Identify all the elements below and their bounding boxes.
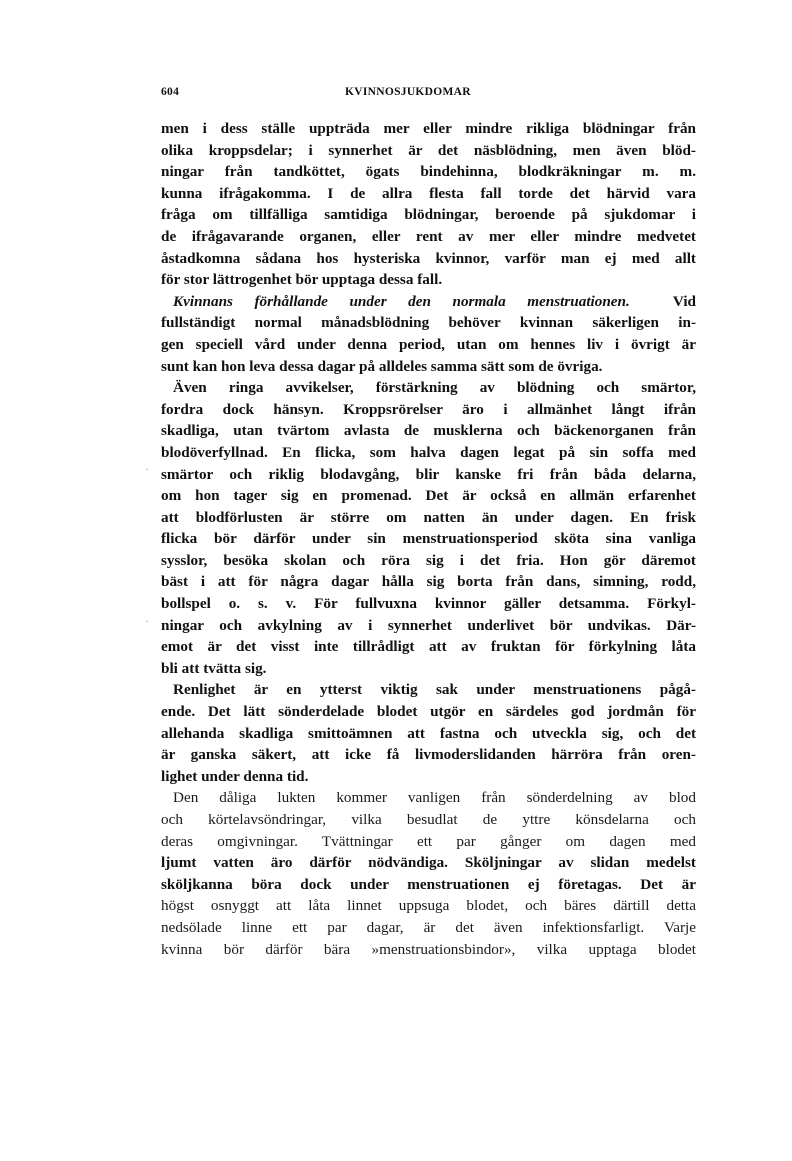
running-title: KVINNOSJUKDOMAR	[345, 86, 471, 98]
text-line: sunt kan hon leva dessa dagar på alldeles samma sätt som de övriga.	[161, 357, 603, 375]
text-line: flicka bör därför under sin menstruationsperiod sköta sina vanliga	[161, 530, 696, 548]
paragraph-4	[161, 679, 696, 787]
text-line: sysslor, besöka skolan och röra sig i det fria. Hon gör däremot	[161, 551, 696, 569]
text-line: ningar och avkylning av i synnerhet underlivet bör undvikas. Där-	[161, 616, 696, 634]
scan-speck: .	[146, 614, 149, 625]
text-line: fråga om tillfälliga samtidiga blödningar, beroende på sjukdomar i	[161, 206, 696, 224]
text-line: lighet under denna tid.	[161, 767, 309, 785]
text-line: bollspel o. s. v. För fullvuxna kvinnor gäller detsamma. Förkyl-	[161, 595, 696, 613]
text-line: för stor lättrogenhet bör upptaga dessa fall.	[161, 271, 443, 289]
text-line: om hon tager sig en promenad. Det är också en allmän erfarenhet	[161, 487, 696, 505]
text-line: Renlighet är en ytterst viktig sak under menstruationens pågå-	[173, 681, 696, 699]
text-line: bli att tvätta sig.	[161, 659, 267, 677]
text-line	[161, 291, 696, 313]
text-line: och körtelavsöndringar, vilka besudlat de yttre könsdelarna och	[161, 811, 696, 828]
text-line: sköljkanna böra dock under menstruationen ej företagas. Det är	[161, 875, 696, 893]
text-line: de ifrågavarande organen, eller rent av mer eller mindre medvetet	[161, 227, 696, 245]
text-line: skadliga, utan tvärtom avlasta de musklerna och bäckenorganen från	[161, 422, 696, 440]
text-line: allehanda skadliga smittoämnen att fastna och utveckla sig, och det	[161, 724, 696, 742]
text-line: gen speciell vård under denna period, utan om hennes liv i övrigt är	[161, 335, 696, 353]
paragraph-1	[161, 118, 696, 291]
paragraph-3	[161, 377, 696, 679]
page-header	[161, 86, 696, 104]
text-line: fordra dock hänsyn. Kroppsrörelser äro i allmänhet långt ifrån	[161, 400, 696, 418]
text-line: nedsölade linne ett par dagar, är det även infektionsfarligt. Varje	[161, 918, 696, 936]
text-line: deras omgivningar. Tvättningar ett par gånger om dagen med	[161, 832, 696, 850]
text-line: kunna ifrågakomma. I de allra flesta fall torde det härvid vara	[161, 184, 696, 202]
paragraph-5	[161, 787, 696, 960]
text-line: fullständigt normal månadsblödning behöver kvinnan säkerligen in-	[161, 314, 696, 332]
text-line: olika kroppsdelar; i synnerhet är det näsblödning, men även blöd-	[161, 141, 696, 159]
text-line: ljumt vatten äro därför nödvändiga. Sköljningar av slidan medelst	[161, 854, 696, 872]
heading-line-rest: Vid	[672, 292, 696, 310]
text-line: emot är det visst inte tillrådligt att av fruktan för förkylning låta	[161, 638, 696, 656]
text-line: smärtor och riklig blodavgång, blir kanske fri från båda delarna,	[161, 465, 696, 483]
text-line: ningar från tandköttet, ögats bindehinna, blodkräkningar m. m.	[161, 163, 696, 181]
text-line: kvinna bör därför bära »menstruationsbindor», vilka upptaga blodet	[161, 940, 696, 958]
text-line: bäst i att för några dagar hålla sig borta från dans, simning, rodd,	[161, 573, 696, 591]
text-line: Den dåliga lukten kommer vanligen från sönderdelning av blod	[173, 789, 696, 807]
scan-speck: .	[146, 462, 149, 473]
text-line: men i dess ställe uppträda mer eller mindre rikliga blödningar från	[161, 120, 696, 137]
text-line: Även ringa avvikelser, förstärkning av blödning och smärtor,	[173, 379, 696, 397]
text-line: åstadkomna sådana hos hysteriska kvinnor, varför man ej med allt	[161, 249, 696, 267]
text-line: är ganska säkert, att icke få livmoderslidanden härröra från oren-	[161, 746, 696, 764]
section-heading: Kvinnans förhållande under den normala menstruationen.	[173, 292, 630, 310]
text-line: ende. Det lätt sönderdelade blodet utgör en särdeles god jordmån för	[161, 703, 696, 721]
text-line: högst osnyggt att låta linnet uppsuga blodet, och bäres därtill detta	[161, 897, 696, 915]
page-number: 604	[161, 86, 180, 98]
paragraph-2	[161, 291, 696, 377]
body-text	[161, 118, 696, 960]
text-line: att blodförlusten är större om natten än under dagen. En frisk	[161, 508, 696, 526]
text-line: blodöverfyllnad. En flicka, som halva dagen legat på sin soffa med	[161, 443, 696, 461]
